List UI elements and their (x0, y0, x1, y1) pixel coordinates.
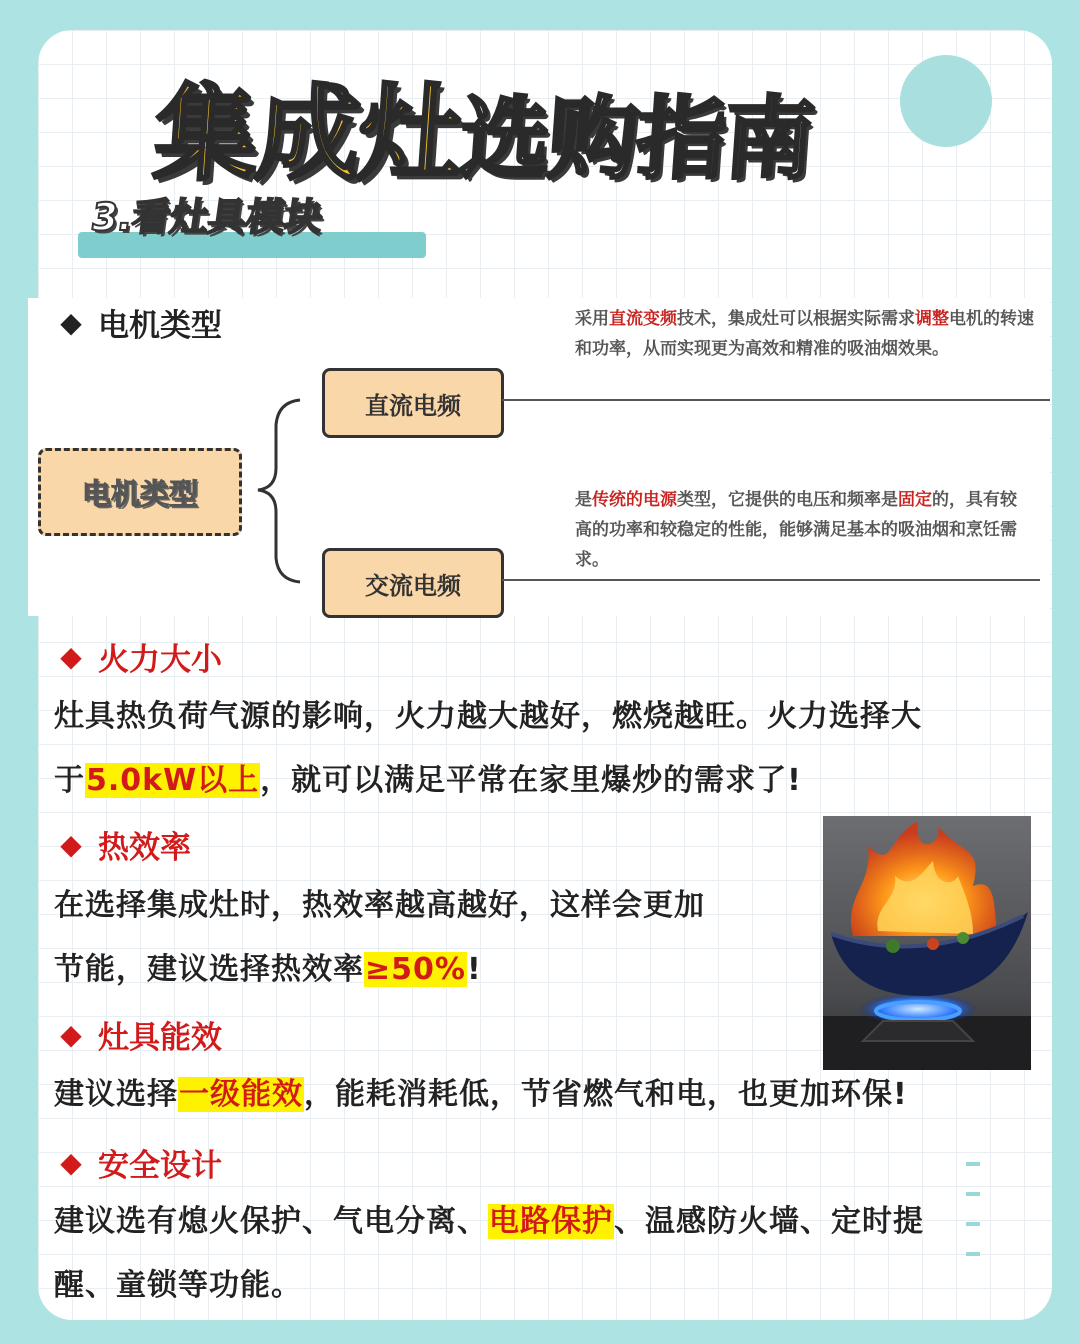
safety-heading-text: 安全设计 (98, 1148, 222, 1184)
ac-desc-text: 的，具有较高的功率和较稳定的性能，能够满足基本的吸油烟和烹饪需求。 (575, 490, 1017, 570)
energy-paragraph (54, 1063, 1044, 1127)
decorative-stripes (966, 1162, 980, 1282)
ac-desc-highlight: 固定 (898, 490, 932, 510)
ac-desc-text: 是 (575, 490, 592, 510)
safety-line-1 (54, 1190, 1044, 1254)
section-label: 3.看灶具模块 (88, 195, 326, 239)
energy-line-pre: 建议选择 (54, 1077, 178, 1112)
efficiency-line-2-pre: 节能，建议选择热效率 (54, 952, 364, 987)
diamond-icon: ◆ (60, 1018, 82, 1051)
ac-description (575, 485, 1025, 575)
ac-desc-text: 类型，它提供的电压和频率是 (677, 490, 898, 510)
safety-paragraph (54, 1190, 1044, 1318)
fire-heading-text: 火力大小 (98, 642, 222, 678)
energy-line-post: ，能耗消耗低，节省燃气和电，也更加环保! (304, 1077, 908, 1112)
safety-line-2: 醒、童锁等功能。 (54, 1268, 302, 1303)
wok-flame-illustration (823, 816, 1031, 1070)
efficiency-paragraph (54, 874, 814, 1002)
dc-desc-highlight: 直流变频 (609, 309, 677, 329)
wok-flame-image (823, 816, 1031, 1070)
fire-paragraph (54, 685, 1044, 813)
dc-desc-highlight: 调整 (915, 309, 949, 329)
fire-line-1: 灶具热负荷气源的影响，火力越大越好，燃烧越旺。火力选择大 (54, 699, 922, 734)
energy-highlight: 一级能效 (179, 1077, 303, 1112)
efficiency-heading-text: 热效率 (98, 830, 191, 866)
efficiency-highlight: ≥50% (365, 952, 466, 987)
ac-divider-line (502, 579, 1040, 581)
dc-desc-text: 采用 (575, 309, 609, 329)
fire-line-2-post: ，就可以满足平常在家里爆炒的需求了! (260, 763, 802, 798)
ac-box (322, 548, 504, 618)
bracket-connector (258, 400, 300, 582)
diamond-icon: ◆ (60, 1146, 82, 1179)
dc-description (575, 304, 1045, 364)
ac-desc-highlight: 传统的电源 (592, 490, 677, 510)
energy-heading (54, 1012, 222, 1057)
dc-divider-line (502, 399, 1050, 401)
safety-line-1-post: 、温感防火墙、定时提 (614, 1204, 924, 1239)
diamond-icon: ◆ (60, 828, 82, 861)
energy-line (54, 1063, 1044, 1127)
motor-heading-text: 电机类型 (98, 308, 222, 344)
safety-highlight: 电路保护 (489, 1204, 613, 1239)
diamond-icon: ◆ (60, 306, 82, 339)
title-sub: 选购指南 (456, 87, 817, 192)
efficiency-line-2-post: ! (466, 952, 482, 987)
motor-root-box (38, 448, 242, 536)
efficiency-heading (54, 822, 191, 867)
safety-heading (54, 1140, 222, 1185)
efficiency-line-1: 在选择集成灶时，热效率越高越好，这样会更加 (54, 888, 705, 923)
dc-desc-text: 技术，集成灶可以根据实际需求 (677, 309, 915, 329)
dc-label: 直流电频 (365, 391, 461, 420)
dc-desc-text: 电机的转速和功率，从而实现更为高效和精准的吸油烟效果。 (575, 309, 1034, 359)
safety-line-1-pre: 建议选有熄火保护、气电分离、 (54, 1204, 488, 1239)
fire-line-2-pre: 于 (54, 763, 85, 798)
diamond-icon: ◆ (60, 640, 82, 673)
fire-highlight: 5.0kW以上 (86, 763, 260, 798)
energy-heading-text: 灶具能效 (98, 1020, 222, 1056)
efficiency-line-2 (54, 938, 814, 1002)
fire-line-2 (54, 749, 1044, 813)
fire-heading (54, 634, 222, 679)
motor-root-label: 电机类型 (81, 476, 198, 511)
title-main: 集成灶 (150, 73, 465, 195)
ac-label: 交流电频 (365, 571, 461, 600)
dc-box (322, 368, 504, 438)
